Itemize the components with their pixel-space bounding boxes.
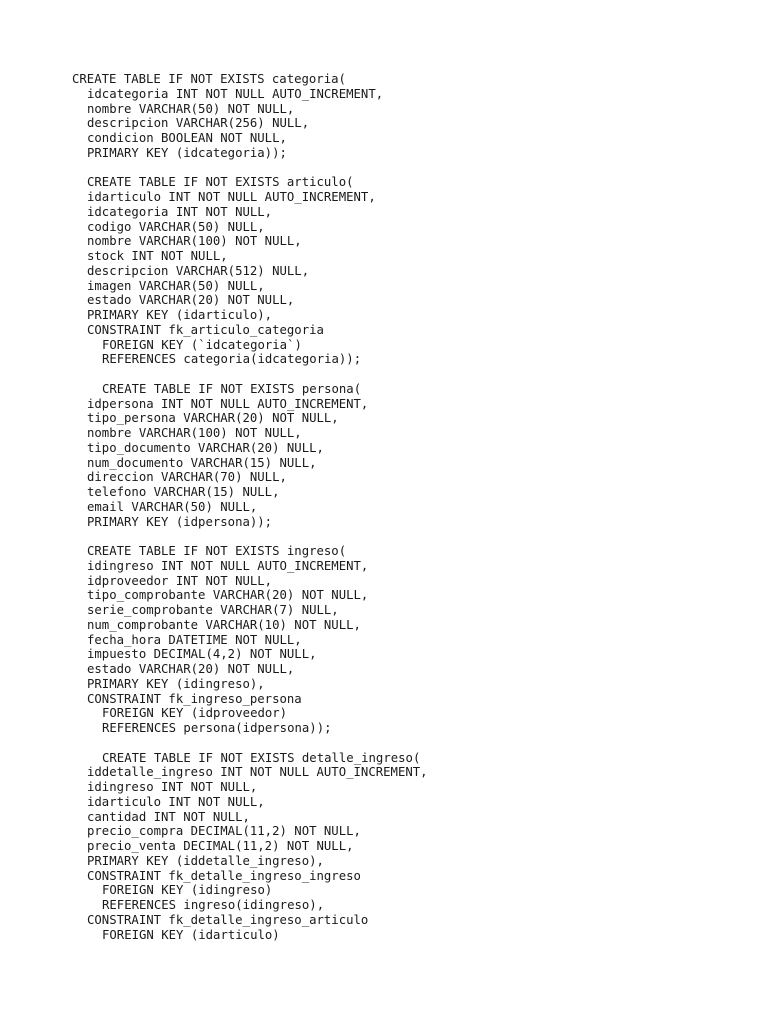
code-line: CONSTRAINT fk_ingreso_persona xyxy=(87,691,302,706)
code-line: condicion BOOLEAN NOT NULL, xyxy=(87,131,287,145)
code-line: cantidad INT NOT NULL, xyxy=(87,809,250,824)
code-line: imagen VARCHAR(50) NULL, xyxy=(87,278,265,293)
code-line: nombre VARCHAR(50) NOT NULL, xyxy=(87,101,295,116)
code-line: idingreso INT NOT NULL AUTO_INCREMENT, xyxy=(87,558,369,573)
blank-line xyxy=(72,529,752,544)
code-line: PRIMARY KEY (iddetalle_ingreso), xyxy=(87,853,324,868)
code-line: CONSTRAINT fk_detalle_ingreso_articulo xyxy=(87,912,369,927)
code-line: direccion VARCHAR(70) NULL, xyxy=(87,470,287,485)
code-line: nombre VARCHAR(100) NOT NULL, xyxy=(87,234,302,249)
code-line: CREATE TABLE IF NOT EXISTS categoria( xyxy=(72,72,346,86)
code-line: stock INT NOT NULL, xyxy=(87,249,228,263)
code-line: tipo_comprobante VARCHAR(20) NOT NULL, xyxy=(87,588,369,603)
blank-line xyxy=(72,161,752,176)
sql-statement-block xyxy=(72,72,752,161)
code-line: precio_venta DECIMAL(11,2) NOT NULL, xyxy=(87,839,354,853)
code-line: serie_comprobante VARCHAR(7) NULL, xyxy=(87,603,339,617)
code-line: PRIMARY KEY (idingreso), xyxy=(87,676,265,691)
code-line: FOREIGN KEY (idproveedor) xyxy=(102,706,288,721)
code-line: CREATE TABLE IF NOT EXISTS detalle_ingreso( xyxy=(102,750,421,765)
code-line: descripcion VARCHAR(512) NULL, xyxy=(87,263,310,278)
code-line: PRIMARY KEY (idpersona)); xyxy=(87,514,273,529)
code-line: CREATE TABLE IF NOT EXISTS articulo( xyxy=(87,175,354,190)
code-line: estado VARCHAR(20) NOT NULL, xyxy=(87,662,295,676)
code-line: FOREIGN KEY (idarticulo) xyxy=(102,927,280,942)
code-line: num_documento VARCHAR(15) NULL, xyxy=(87,455,317,470)
blank-line xyxy=(72,367,752,382)
code-line: PRIMARY KEY (idcategoria)); xyxy=(87,145,287,160)
sql-statement-block xyxy=(72,751,752,943)
code-line: nombre VARCHAR(100) NOT NULL, xyxy=(87,426,302,440)
code-line: tipo_persona VARCHAR(20) NOT NULL, xyxy=(87,411,339,426)
code-line: descripcion VARCHAR(256) NULL, xyxy=(87,116,310,131)
code-line: idcategoria INT NOT NULL AUTO_INCREMENT, xyxy=(87,86,384,101)
code-line: impuesto DECIMAL(4,2) NOT NULL, xyxy=(87,647,317,662)
code-line: idproveedor INT NOT NULL, xyxy=(87,573,273,588)
sql-statement-block xyxy=(72,544,752,736)
code-line: REFERENCES ingreso(idingreso), xyxy=(102,898,325,912)
code-line: estado VARCHAR(20) NOT NULL, xyxy=(87,293,295,308)
code-line: idarticulo INT NOT NULL, xyxy=(87,794,265,809)
code-line: FOREIGN KEY (`idcategoria`) xyxy=(102,337,302,352)
sql-statement-block xyxy=(72,175,752,367)
code-line: num_comprobante VARCHAR(10) NOT NULL, xyxy=(87,617,361,632)
code-line: precio_compra DECIMAL(11,2) NOT NULL, xyxy=(87,824,361,839)
code-line: email VARCHAR(50) NULL, xyxy=(87,499,258,514)
code-line: codigo VARCHAR(50) NULL, xyxy=(87,219,265,234)
code-line: PRIMARY KEY (idarticulo), xyxy=(87,308,273,322)
sql-statement-block xyxy=(72,382,752,530)
code-line: idpersona INT NOT NULL AUTO_INCREMENT, xyxy=(87,396,369,411)
code-line: CONSTRAINT fk_articulo_categoria xyxy=(87,322,324,337)
sql-code-document xyxy=(72,72,752,942)
code-line: REFERENCES categoria(idcategoria)); xyxy=(102,352,362,367)
code-line: REFERENCES persona(idpersona)); xyxy=(102,721,332,735)
code-line: telefono VARCHAR(15) NULL, xyxy=(87,485,280,499)
code-line: CREATE TABLE IF NOT EXISTS persona( xyxy=(102,381,362,396)
code-line: tipo_documento VARCHAR(20) NULL, xyxy=(87,440,324,455)
code-line: CONSTRAINT fk_detalle_ingreso_ingreso xyxy=(87,868,361,883)
code-line: idarticulo INT NOT NULL AUTO_INCREMENT, xyxy=(87,190,376,204)
code-line: CREATE TABLE IF NOT EXISTS ingreso( xyxy=(87,544,347,558)
blank-line xyxy=(72,736,752,751)
code-line: FOREIGN KEY (idingreso) xyxy=(102,883,273,898)
code-line: iddetalle_ingreso INT NOT NULL AUTO_INCREMENT, xyxy=(87,765,428,780)
code-line: idcategoria INT NOT NULL, xyxy=(87,204,273,219)
code-line: idingreso INT NOT NULL, xyxy=(87,780,258,794)
code-line: fecha_hora DATETIME NOT NULL, xyxy=(87,632,302,647)
